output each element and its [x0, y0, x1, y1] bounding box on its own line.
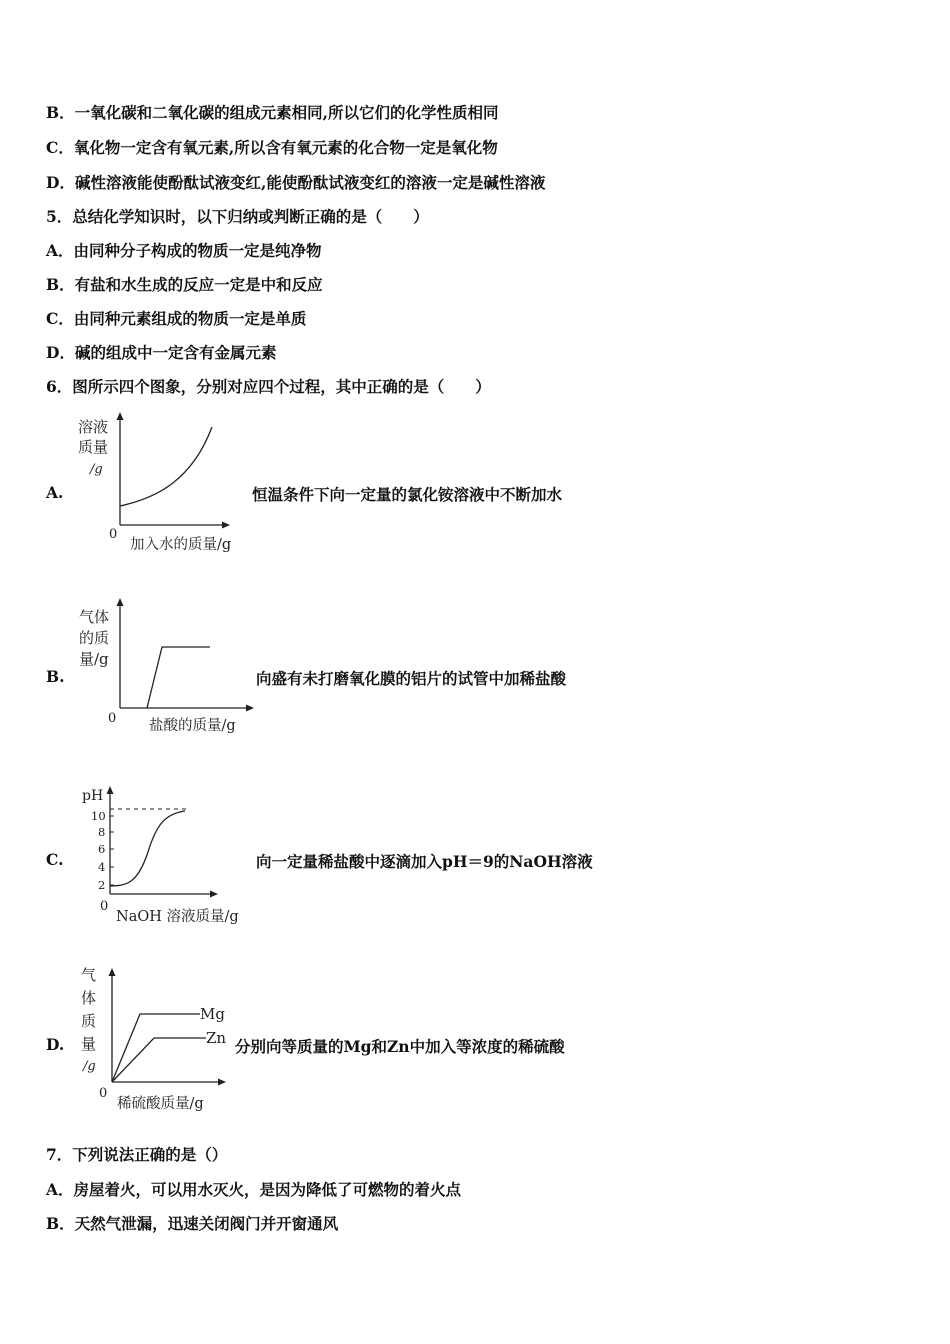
graph-d-y-label-3: 质	[81, 1012, 97, 1030]
graph-b-y-label-1: 气体	[79, 608, 110, 626]
q6-option-c-letter: C.	[46, 850, 64, 869]
graph-d-y-label-4: 量	[81, 1035, 97, 1053]
q4-option-d: D．碱性溶液能使酚酞试液变红,能使酚酞试液变红的溶液一定是碱性溶液	[46, 173, 546, 192]
q5-option-a: A．由同种分子构成的物质一定是纯净物	[46, 241, 322, 260]
graph-d-x-label: 稀硫酸质量/g	[117, 1096, 204, 1112]
graph-a-x-label: 加入水的质量/g	[130, 537, 232, 553]
q4-option-b: B．一氧化碳和二氧化碳的组成元素相同,所以它们的化学性质相同	[46, 103, 499, 122]
graph-c-x-label: NaOH 溶液质量/g	[116, 909, 239, 925]
graph-d-line-zn	[112, 1038, 206, 1082]
graph-c-tick-4: 4	[98, 860, 106, 874]
graph-a-y-label-2: 质量	[78, 438, 109, 456]
graph-b-x-arrow	[246, 705, 254, 712]
q5-option-d: D．碱的组成中一定含有金属元素	[46, 343, 277, 362]
graph-c-tick-8: 8	[98, 825, 106, 839]
graph-a-y-label-3: /g	[90, 462, 103, 477]
q4-option-c: C．氧化物一定含有氧元素,所以含有氧元素的化合物一定是氧化物	[46, 138, 498, 157]
graph-a-y-label-1: 溶液	[78, 418, 109, 436]
q6-option-d-letter: D.	[46, 1035, 65, 1054]
graph-b-y-label-3: 量/g	[79, 650, 109, 668]
graph-c-x-arrow	[210, 891, 218, 898]
graph-d-label-mg: Mg	[200, 1005, 225, 1023]
graph-b-x-label: 盐酸的质量/g	[149, 718, 236, 734]
graph-d-label-zn: Zn	[206, 1029, 227, 1047]
q6-option-d-description: 分别向等质量的Mg和Zn中加入等浓度的稀硫酸	[235, 1037, 565, 1056]
q6-graph-b	[72, 594, 262, 739]
graph-c-origin: 0	[100, 899, 109, 914]
graph-b-line	[147, 647, 210, 708]
graph-a-curve	[120, 427, 212, 506]
graph-a-x-arrow	[222, 522, 230, 529]
graph-d-x-arrow	[218, 1079, 226, 1086]
q6-graph-c	[72, 782, 262, 932]
q5-stem: 5．总结化学知识时，以下归纳或判断正确的是（ ）	[46, 207, 429, 226]
q5-option-c: C．由同种元素组成的物质一定是单质	[46, 309, 307, 328]
q6-graph-d	[72, 962, 262, 1117]
q6-graph-a	[72, 410, 262, 560]
graph-b-y-label-2: 的质	[79, 629, 110, 647]
q6-stem: 6．图所示四个图象，分别对应四个过程，其中正确的是（ ）	[46, 377, 491, 396]
graph-d-y-label-1: 气	[81, 966, 97, 984]
graph-b-y-arrow	[117, 598, 124, 606]
q7-stem: 7．下列说法正确的是（）	[46, 1145, 228, 1164]
q7-option-b: B．天然气泄漏，迅速关闭阀门并开窗通风	[46, 1214, 339, 1233]
q5-option-b: B．有盐和水生成的反应一定是中和反应	[46, 275, 323, 294]
graph-c-y-label: pH	[82, 788, 104, 804]
graph-c-tick-10: 10	[91, 809, 106, 823]
q6-option-b-letter: B.	[46, 667, 65, 686]
graph-c-y-arrow	[107, 786, 114, 794]
graph-d-y-label-5: /g	[83, 1059, 96, 1074]
graph-d-y-arrow	[109, 968, 116, 976]
graph-a-y-arrow	[117, 412, 124, 420]
graph-d-line-mg	[112, 1014, 200, 1082]
graph-c-tick-2: 2	[98, 878, 106, 892]
q6-option-a-description: 恒温条件下向一定量的氯化铵溶液中不断加水	[252, 485, 563, 504]
graph-c-curve	[110, 811, 185, 886]
graph-d-y-label-2: 体	[81, 989, 97, 1007]
graph-c-tick-6: 6	[98, 842, 106, 856]
graph-a-origin: 0	[109, 527, 118, 542]
q6-option-c-description: 向一定量稀盐酸中逐滴加入pH＝9的NaOH溶液	[256, 852, 593, 871]
q6-option-b-description: 向盛有未打磨氧化膜的铝片的试管中加稀盐酸	[256, 669, 567, 688]
q7-option-a: A．房屋着火，可以用水灭火，是因为降低了可燃物的着火点	[46, 1180, 462, 1199]
q6-option-a-letter: A.	[46, 483, 64, 502]
graph-b-origin: 0	[108, 711, 117, 726]
graph-d-origin: 0	[99, 1086, 108, 1101]
